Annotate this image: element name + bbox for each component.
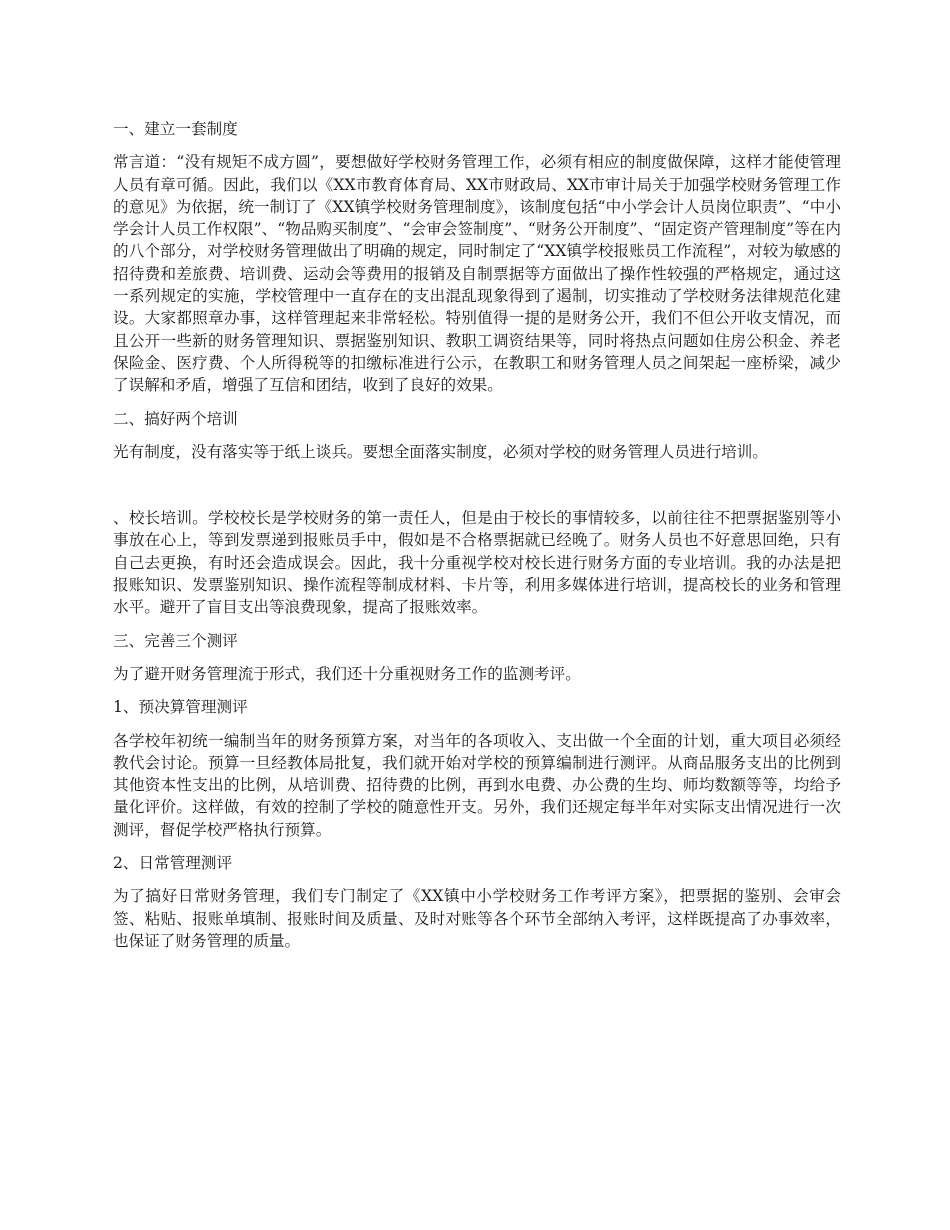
section-heading-3: 三、完善三个测评 xyxy=(113,631,238,650)
subsection-heading-daily: 2、日常管理测评 xyxy=(113,854,233,873)
section-heading-1: 一、建立一套制度 xyxy=(113,120,238,138)
paragraph-establish-system: 常言道：“没有规矩不成方圆”，要想做好学校财务管理工作，必须有相应的制度做保障，这样才能使管理人员有章可循。因此，我们以《XX市教育体育局、XX市财政局、XX市审计局关于加强学校财务管理工作的意见》为依据，统一制订了《XX镇学校财务管理制度》，该制度包括“中小学会计人员岗位职责”、“中小学会计人员工作权限”、“物品购买制度”、“会审会签制度”、“财务公开制度”、“固定资产管理制度”等在内的八个部分，对学校财务管理做出了明确的规定，同时制定了“XX镇学校报账员工作流程”，对较为敏感的招待费和差旅费、培训费、运动会等费用的报销及自制票据等方面做出了操作性较强的严格规定，通过这一系列规定的实施，学校管理中一直存在的支出混乱现象得到了遏制，切实推动了学校财务法律规范化建设。大家都照章办事，这样管理起来非常轻松。特别值得一提的是财务公开，我们不但公开收支情况，而且公开一些新的财务管理知识、票据鉴别知识、教职工调资结果等，同时将热点问题如住房公积金、养老保险金、医疗费、个人所得税等的扣缴标准进行公示，在教职工和财务管理人员之间架起一座桥梁，减少了误解和矛盾，增强了互信和团结，收到了良好的效果。 xyxy=(113,153,841,395)
paragraph-budget-evaluation: 各学校年初统一编制当年的财务预算方案，对当年的各项收入、支出做一个全面的计划，重大项目必须经教代会讨论。预算一旦经教体局批复，我们就开始对学校的预算编制进行测评。从商品服务支出的比例到其他资本性支出的比例，从培训费、招待费的比例，再到水电费、办公费的生均、师均数额等等，均给予量化评价。这样做，有效的控制了学校的随意性开支。另外，我们还规定每半年对实际支出情况进行一次测评，督促学校严格执行预算。 xyxy=(113,731,841,839)
paragraph-evaluation-intro: 为了避开财务管理流于形式，我们还十分重视财务工作的监测考评。 xyxy=(113,664,581,683)
section-heading-2: 二、搞好两个培训 xyxy=(113,409,238,428)
subsection-heading-budget: 1、预决算管理测评 xyxy=(113,698,248,717)
document-page xyxy=(113,118,841,963)
paragraph-principal-training: 、校长培训。学校校长是学校财务的第一责任人，但是由于校长的事情较多，以前往往不把票据鉴别等小事放在心上，等到发票递到报账员手中，假如是不合格票据就已经晚了。财务人员也不好意思回绝，只有自己去更换，有时还会造成误会。因此，我十分重视学校对校长进行财务方面的专业培训。我的办法是把报账知识、发票鉴别知识、操作流程等制成材料、卡片等，利用多媒体进行培训，提高校长的业务和管理水平。避开了盲目支出等浪费现象，提高了报账效率。 xyxy=(113,509,841,617)
paragraph-daily-evaluation: 为了搞好日常财务管理，我们专门制定了《XX镇中小学校财务工作考评方案》，把票据的鉴别、会审会签、粘贴、报账单填制、报账时间及质量、及时对账等各个环节全部纳入考评，这样既提高了办事效率，也保证了财务管理的质量。 xyxy=(113,887,841,950)
paragraph-training-intro: 光有制度，没有落实等于纸上谈兵。要想全面落实制度，必须对学校的财务管理人员进行培训。 xyxy=(113,442,768,461)
